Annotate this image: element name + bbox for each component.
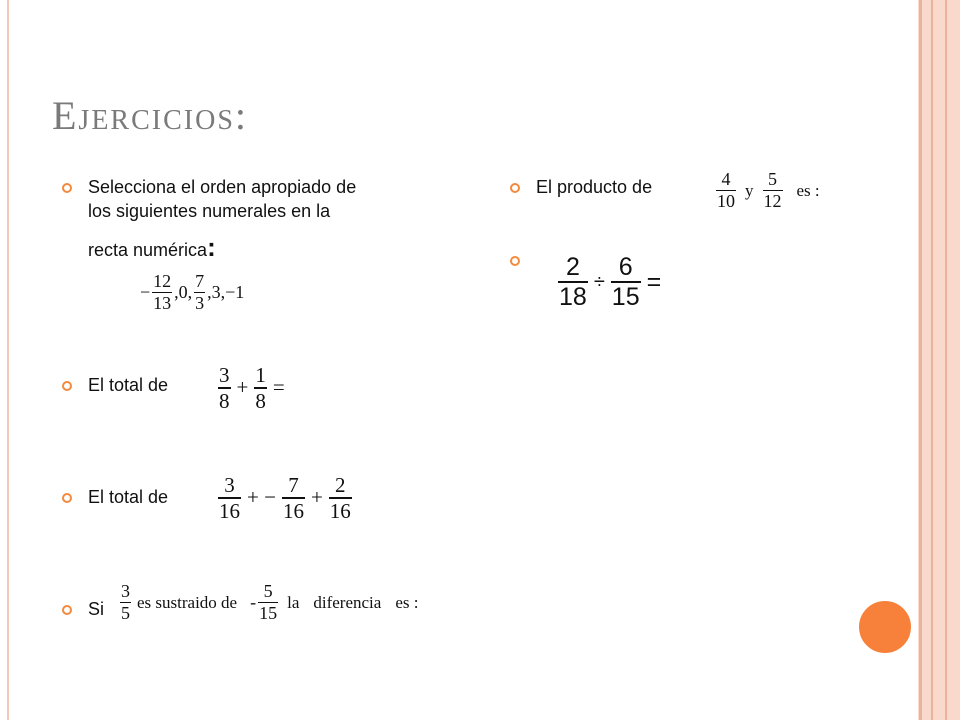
- numerator: 3: [219, 363, 230, 387]
- numerator: 2: [335, 473, 346, 497]
- bullet-icon: [62, 493, 72, 503]
- denominator: 12: [763, 191, 782, 212]
- fraction: [194, 272, 205, 313]
- exercise-4-math: [118, 582, 425, 623]
- denominator: 18: [559, 282, 587, 311]
- denominator: 16: [329, 498, 351, 523]
- math-word: diferencia: [313, 592, 382, 612]
- numerator: 3: [224, 473, 235, 497]
- minus-sign: -: [250, 592, 257, 613]
- left-frame-line: [7, 0, 9, 720]
- fraction: [258, 582, 278, 623]
- plus-minus-sign: + −: [247, 485, 276, 510]
- bullet-icon: [62, 605, 72, 615]
- numerator: 4: [721, 169, 731, 189]
- exercise-4-label: Si: [88, 599, 105, 619]
- exercise-2-math: [216, 364, 289, 412]
- denominator: 8: [219, 388, 230, 413]
- bullet-icon: [62, 381, 72, 391]
- fraction: [611, 254, 641, 310]
- equals-sign: =: [646, 267, 662, 296]
- exercise-1-math: [140, 272, 244, 313]
- math-word: es sustraido de: [137, 592, 238, 612]
- denominator: 16: [282, 498, 304, 523]
- exercise-1-line-1: Selecciona el orden apropiado de: [88, 177, 357, 197]
- right-frame-band: [918, 0, 960, 720]
- fraction: [152, 272, 172, 313]
- fraction: [329, 474, 352, 522]
- fraction: [716, 170, 736, 211]
- divide-sign: ÷: [593, 270, 605, 293]
- bullet-icon: [510, 256, 520, 266]
- fraction: [558, 254, 588, 310]
- denominator: 15: [259, 603, 278, 624]
- bullet-icon: [510, 183, 520, 193]
- numerator: 2: [565, 253, 580, 281]
- fraction: [763, 170, 783, 211]
- slide-title: Ejercicios:: [52, 93, 249, 138]
- right-exercise-1-label: El producto de: [536, 177, 653, 197]
- denominator: 16: [219, 498, 240, 523]
- numerator: 7: [288, 473, 299, 497]
- math-word: es :: [395, 592, 419, 612]
- math-word: y: [745, 180, 754, 200]
- fraction: [282, 474, 305, 522]
- denominator: 5: [121, 603, 130, 624]
- fraction: [254, 364, 267, 412]
- denominator: 3: [195, 293, 205, 314]
- numerator: 3: [121, 581, 130, 601]
- right-exercise-1-math: [714, 170, 827, 211]
- accent-circle: [856, 598, 914, 656]
- plus-sign: +: [310, 485, 323, 510]
- numerator: 5: [768, 169, 777, 189]
- equals-sign: =: [272, 375, 285, 400]
- exercise-1-text: [88, 175, 356, 265]
- exercise-1-colon: :: [207, 231, 216, 262]
- minus-sign: −: [140, 282, 151, 303]
- plus-sign: +: [236, 375, 249, 400]
- numerator: 1: [255, 363, 266, 387]
- exercise-3-label: El total de: [88, 487, 169, 507]
- exercise-1-line-2: los siguientes numerales en la: [88, 201, 331, 222]
- exercise-2-label: El total de: [88, 375, 169, 395]
- right-frame-line: [919, 0, 922, 720]
- fraction: [218, 364, 231, 412]
- right-frame-line: [945, 0, 947, 720]
- numerator: 7: [195, 271, 205, 291]
- math-word: la: [287, 592, 300, 612]
- numerator: 12: [153, 271, 172, 291]
- separator: ,0,: [174, 282, 193, 303]
- denominator: 10: [717, 191, 735, 212]
- numerator: 5: [263, 581, 273, 601]
- denominator: 15: [611, 282, 640, 311]
- exercise-1-line-3: [88, 230, 356, 265]
- numerator: 6: [618, 253, 633, 281]
- number-list-tail: ,3,−1: [207, 282, 245, 303]
- math-word: es :: [796, 180, 820, 200]
- bullet-icon: [62, 183, 72, 193]
- fraction: [218, 474, 241, 522]
- exercise-3-math: [216, 474, 354, 522]
- right-frame-line: [931, 0, 933, 720]
- denominator: 13: [153, 293, 172, 314]
- denominator: 8: [255, 388, 266, 413]
- exercise-1-line-3-text: recta numérica: [88, 239, 208, 260]
- right-exercise-2-math: [556, 254, 665, 310]
- fraction: [120, 582, 131, 623]
